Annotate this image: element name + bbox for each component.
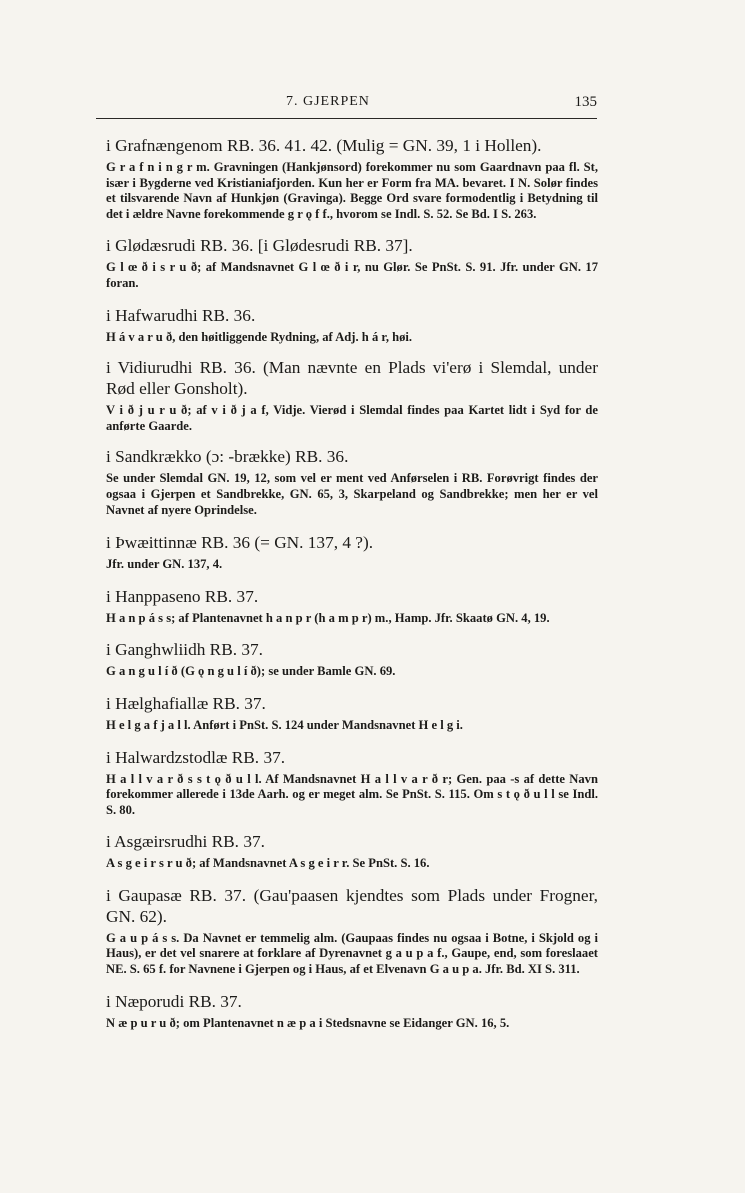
entry-heading: i Vidiurudhi RB. 36. (Man nævnte en Plads vi'erø i Slemdal, under Rød eller Gonsholt).: [106, 358, 598, 399]
entry-note: H á v a r u ð, den høitliggende Rydning, af Adj. h á r, høi.: [106, 329, 413, 344]
entry: [106, 693, 598, 734]
entry: [106, 305, 598, 346]
entry-note: H a l l v a r ð s s t ǫ ð u l l. Af Mandsnavnet H a l l v a r ð r; Gen. paa -s af dette Navn forekommer allerede i 13de Aarh. og er meget alm. Se PnSt. S. 115. Om s t ǫ ð u l l se Indl. S. 80.: [106, 771, 598, 817]
entry-heading: i Hafwarudhi RB. 36.: [106, 305, 256, 325]
entry: [106, 639, 598, 680]
running-header: [96, 94, 597, 118]
page-number: 135: [574, 94, 597, 110]
entry-heading: i Næporudi RB. 37.: [106, 991, 242, 1011]
entry-note: G r a f n i n g r m. Gravningen (Hankjønsord) forekommer nu som Gaardnavn paa fl. St, især i Bygderne ved Kristianiafjorden. Kun her er Form fra MA. bevaret. I N. Solør findes et tilsvarende Navn af Hunkjøn (Gravinga). Begge Ord svare formodentlig i Betydning til det i ældre Navne forekommende g r ǫ f f., hvorom se Indl. S. 52. Se Bd. I S. 263.: [106, 160, 598, 221]
entry-note: N æ p u r u ð; om Plantenavnet n æ p a i Stedsnavne se Eidanger GN. 16, 5.: [106, 1015, 510, 1030]
entry-note: H e l g a f j a l l. Anført i PnSt. S. 124 under Mandsnavnet H e l g i.: [106, 717, 463, 732]
entry: [106, 747, 598, 819]
entry-heading: i Grafnængenom RB. 36. 41. 42. (Mulig = GN. 39, 1 i Hollen).: [106, 136, 542, 155]
entry-note: V i ð j u r u ð; af v i ð j a f, Vidje. Vierød i Slemdal findes paa Kartet lidt i Syd for de anførte Gaarde.: [106, 403, 598, 433]
entry: [106, 885, 598, 978]
entry: [106, 135, 598, 222]
entry-note: G a u p á s s. Da Navnet er temmelig alm. (Gaupaas findes nu ogsaa i Botne, i Skjold og i Haus), er det vel snarere at forklare af Dyrenavnet g a u p a f., Gaupe, end, som foreslaaet NE. S. 65 f. for Navnene i Gjerpen og i Haus, af et Elvenavn G a u p a. Jfr. Bd. XI S. 311.: [106, 930, 598, 977]
entry: [106, 586, 598, 627]
entry-heading: i Ganghwliidh RB. 37.: [106, 640, 263, 660]
entry: [106, 991, 598, 1032]
header-rule: [96, 118, 597, 119]
entry: [106, 357, 598, 434]
entry-note: H a n p á s s; af Plantenavnet h a n p r (h a m p r) m., Hamp. Jfr. Skaatø GN. 4, 19.: [106, 610, 550, 625]
entry-note: G a n g u l í ð (G ǫ n g u l í ð); se under Bamle GN. 69.: [106, 664, 396, 679]
entry-heading: i Hanppaseno RB. 37.: [106, 586, 259, 606]
entry-heading: i Asgæirsrudhi RB. 37.: [106, 832, 265, 852]
entry-heading: i Sandkrækko (ɔ: -brække) RB. 36.: [106, 447, 349, 467]
entry-heading: i Halwardzstodlæ RB. 37.: [106, 747, 286, 767]
entry-note: A s g e i r s r u ð; af Mandsnavnet A s g e i r r. Se PnSt. S. 16.: [106, 856, 430, 871]
entry: [106, 446, 598, 518]
entry-note: Se under Slemdal GN. 19, 12, som vel er ment ved Anførselen i RB. Forøvrigt findes der ogsaa i Gjerpen et Sandbrekke, GN. 65, 3, Skarpeland og Sandbrekke; men her er vel Navnet af nyere Oprindelse.: [106, 471, 598, 517]
entry-heading: i Gaupasæ RB. 37. (Gau'paasen kjendtes som Plads under Frogner, GN. 62).: [106, 885, 598, 926]
entry-note: G l œ ð i s r u ð; af Mandsnavnet G l œ ð i r, nu Glør. Se PnSt. S. 91. Jfr. under GN. 17 foran.: [106, 260, 598, 290]
entry: [106, 532, 598, 573]
entry-list: [106, 135, 598, 1031]
entry: [106, 831, 598, 872]
entry-note: Jfr. under GN. 137, 4.: [106, 557, 223, 572]
entry-heading: i Hælghafiallæ RB. 37.: [106, 693, 266, 713]
entry: [106, 235, 598, 291]
entry-heading: i Þwæittinnæ RB. 36 (= GN. 137, 4 ?).: [106, 533, 374, 553]
entry-heading: i Glødæsrudi RB. 36. [i Glødesrudi RB. 37].: [106, 236, 413, 256]
chapter-title: 7. GJERPEN: [286, 94, 370, 109]
